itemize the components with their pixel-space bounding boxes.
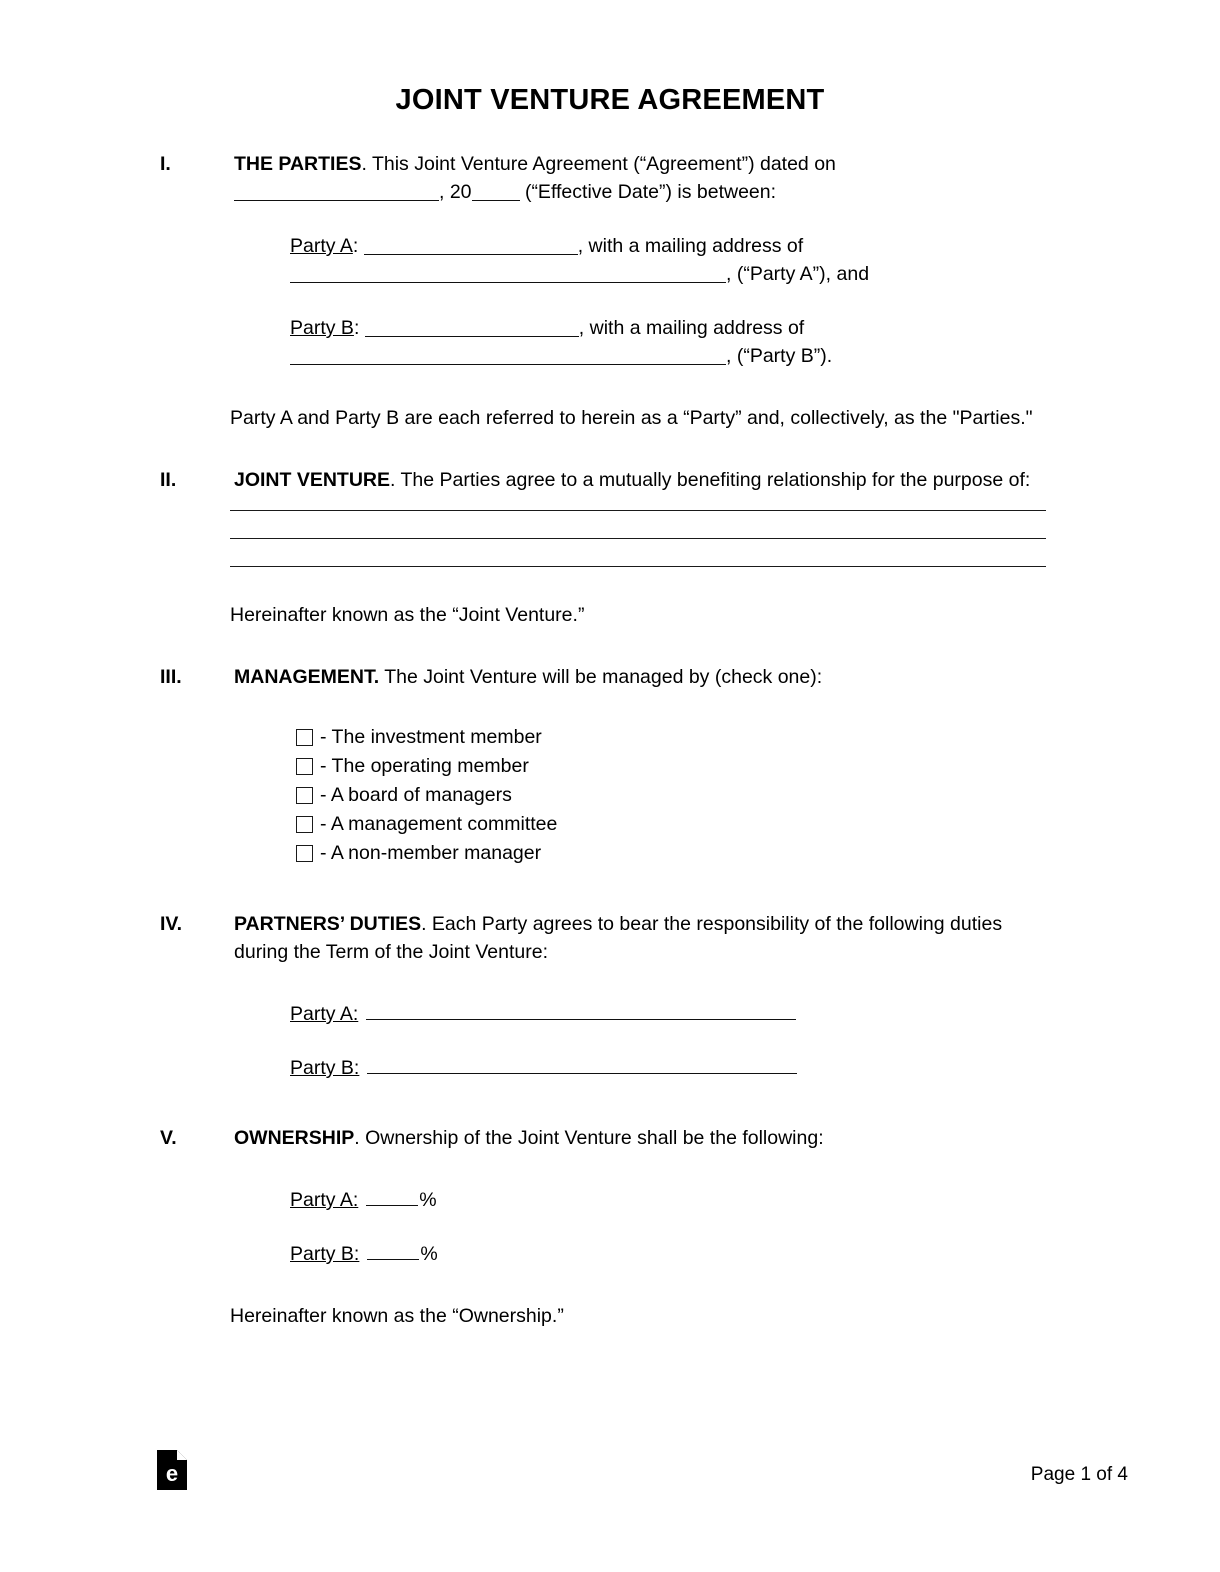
- section-numeral-i: I.: [160, 153, 171, 175]
- ownership-party-a-blank[interactable]: [366, 1188, 418, 1206]
- effective-date-tail2: (“Effective Date”) is between:: [519, 181, 777, 203]
- ownership-party-a-label: Party A:: [290, 1189, 359, 1211]
- ownership-party-b-row: [290, 1240, 1050, 1268]
- partners-duties-text: . Each Party agrees to bear the responsibility of the following duties during the Term of the Joint Venture:: [234, 913, 1003, 963]
- duties-party-b-blank[interactable]: [367, 1056, 797, 1074]
- section-the-parties-body: [234, 150, 1050, 206]
- section-joint-venture-body: [234, 466, 1046, 494]
- party-b-colon: :: [353, 317, 360, 339]
- management-heading: MANAGEMENT.: [234, 666, 380, 688]
- duties-party-a-row: [290, 1000, 1050, 1028]
- duties-party-b-row: [290, 1054, 1050, 1082]
- duties-party-b-label: Party B:: [290, 1057, 360, 1079]
- ownership-heading: OWNERSHIP: [234, 1127, 355, 1149]
- party-b-mid: , with a mailing address of: [578, 317, 805, 339]
- joint-venture-heading: JOINT VENTURE: [234, 469, 391, 491]
- management-option-label: - A board of managers: [320, 784, 512, 806]
- joint-venture-hereinafter: Hereinafter known as the “Joint Venture.”: [230, 604, 585, 626]
- party-a-mid: , with a mailing address of: [577, 235, 804, 257]
- effective-date-blank[interactable]: [234, 182, 439, 201]
- section-the-parties: [160, 150, 1050, 206]
- section-joint-venture: [160, 466, 1050, 494]
- party-b-label: Party B: [290, 317, 354, 339]
- joint-venture-purpose-lines: [230, 510, 1050, 567]
- management-option-management-committee[interactable]: [296, 810, 1050, 839]
- the-parties-heading: THE PARTIES: [234, 153, 362, 175]
- ownership-text: . Ownership of the Joint Venture shall be the following:: [354, 1127, 824, 1149]
- svg-text:e: e: [165, 1461, 179, 1486]
- management-option-label: - The operating member: [320, 755, 529, 777]
- section-partners-duties: [160, 910, 1050, 966]
- party-a-block: [290, 232, 1050, 288]
- party-b-tail: , (“Party B”).: [726, 345, 833, 367]
- checkbox-icon[interactable]: [296, 845, 313, 862]
- management-option-label: - A management committee: [320, 813, 558, 835]
- section-numeral-iv: IV.: [160, 913, 183, 935]
- management-option-label: - A non-member manager: [320, 842, 542, 864]
- section-management: [160, 663, 1050, 691]
- section-management-body: [234, 663, 1050, 691]
- party-a-colon: :: [352, 235, 359, 257]
- duties-party-a-label: Party A:: [290, 1003, 359, 1025]
- section-numeral-iii: III.: [160, 666, 182, 688]
- party-b-name-blank[interactable]: [365, 318, 579, 337]
- partners-duties-heading: PARTNERS’ DUTIES: [234, 913, 422, 935]
- joint-venture-text: . The Parties agree to a mutually benefiting relationship for the purpose of:: [390, 469, 1031, 491]
- ownership-party-a-percent: %: [419, 1189, 437, 1211]
- management-option-operating-member[interactable]: [296, 752, 1050, 781]
- document-body: [160, 150, 1050, 1330]
- management-option-board-of-managers[interactable]: [296, 781, 1050, 810]
- section-numeral-v: V.: [160, 1127, 177, 1149]
- management-options-list: [296, 723, 1050, 868]
- effective-date-tail: , 20: [439, 181, 472, 203]
- party-a-tail: , (“Party A”), and: [726, 263, 870, 285]
- section-ownership-body: [234, 1124, 1050, 1152]
- party-b-block: [290, 314, 1050, 370]
- page-title: JOINT VENTURE AGREEMENT: [395, 84, 825, 116]
- management-option-label: - The investment member: [320, 726, 542, 748]
- ownership-party-b-blank[interactable]: [367, 1242, 419, 1260]
- section-ownership: [160, 1124, 1050, 1152]
- checkbox-icon[interactable]: [296, 729, 313, 746]
- checkbox-icon[interactable]: [296, 816, 313, 833]
- party-b-address-blank[interactable]: [290, 346, 726, 365]
- the-parties-intro: . This Joint Venture Agreement (“Agreement”) dated on: [361, 153, 836, 175]
- checkbox-icon[interactable]: [296, 787, 313, 804]
- parties-collective-paragraph: Party A and Party B are each referred to herein as a “Party” and, collectively, as the "Parties.": [230, 407, 1033, 429]
- ownership-party-a-row: [290, 1186, 1050, 1214]
- checkbox-icon[interactable]: [296, 758, 313, 775]
- effective-year-blank[interactable]: [472, 182, 520, 201]
- ownership-hereinafter: Hereinafter known as the “Ownership.”: [230, 1305, 564, 1327]
- page-number: Page 1 of 4: [1030, 1464, 1128, 1485]
- ownership-party-b-label: Party B:: [290, 1243, 360, 1265]
- eforms-logo-icon: [157, 1450, 187, 1490]
- management-option-non-member-manager[interactable]: [296, 839, 1050, 868]
- duties-party-a-blank[interactable]: [366, 1002, 796, 1020]
- ownership-party-b-percent: %: [420, 1243, 438, 1265]
- section-numeral-ii: II.: [160, 469, 177, 491]
- party-a-name-blank[interactable]: [364, 236, 578, 255]
- management-option-investment-member[interactable]: [296, 723, 1050, 752]
- section-partners-duties-body: [234, 910, 1054, 966]
- party-a-label: Party A: [290, 235, 353, 257]
- management-text: The Joint Venture will be managed by (check one):: [379, 666, 823, 688]
- party-a-address-blank[interactable]: [290, 264, 726, 283]
